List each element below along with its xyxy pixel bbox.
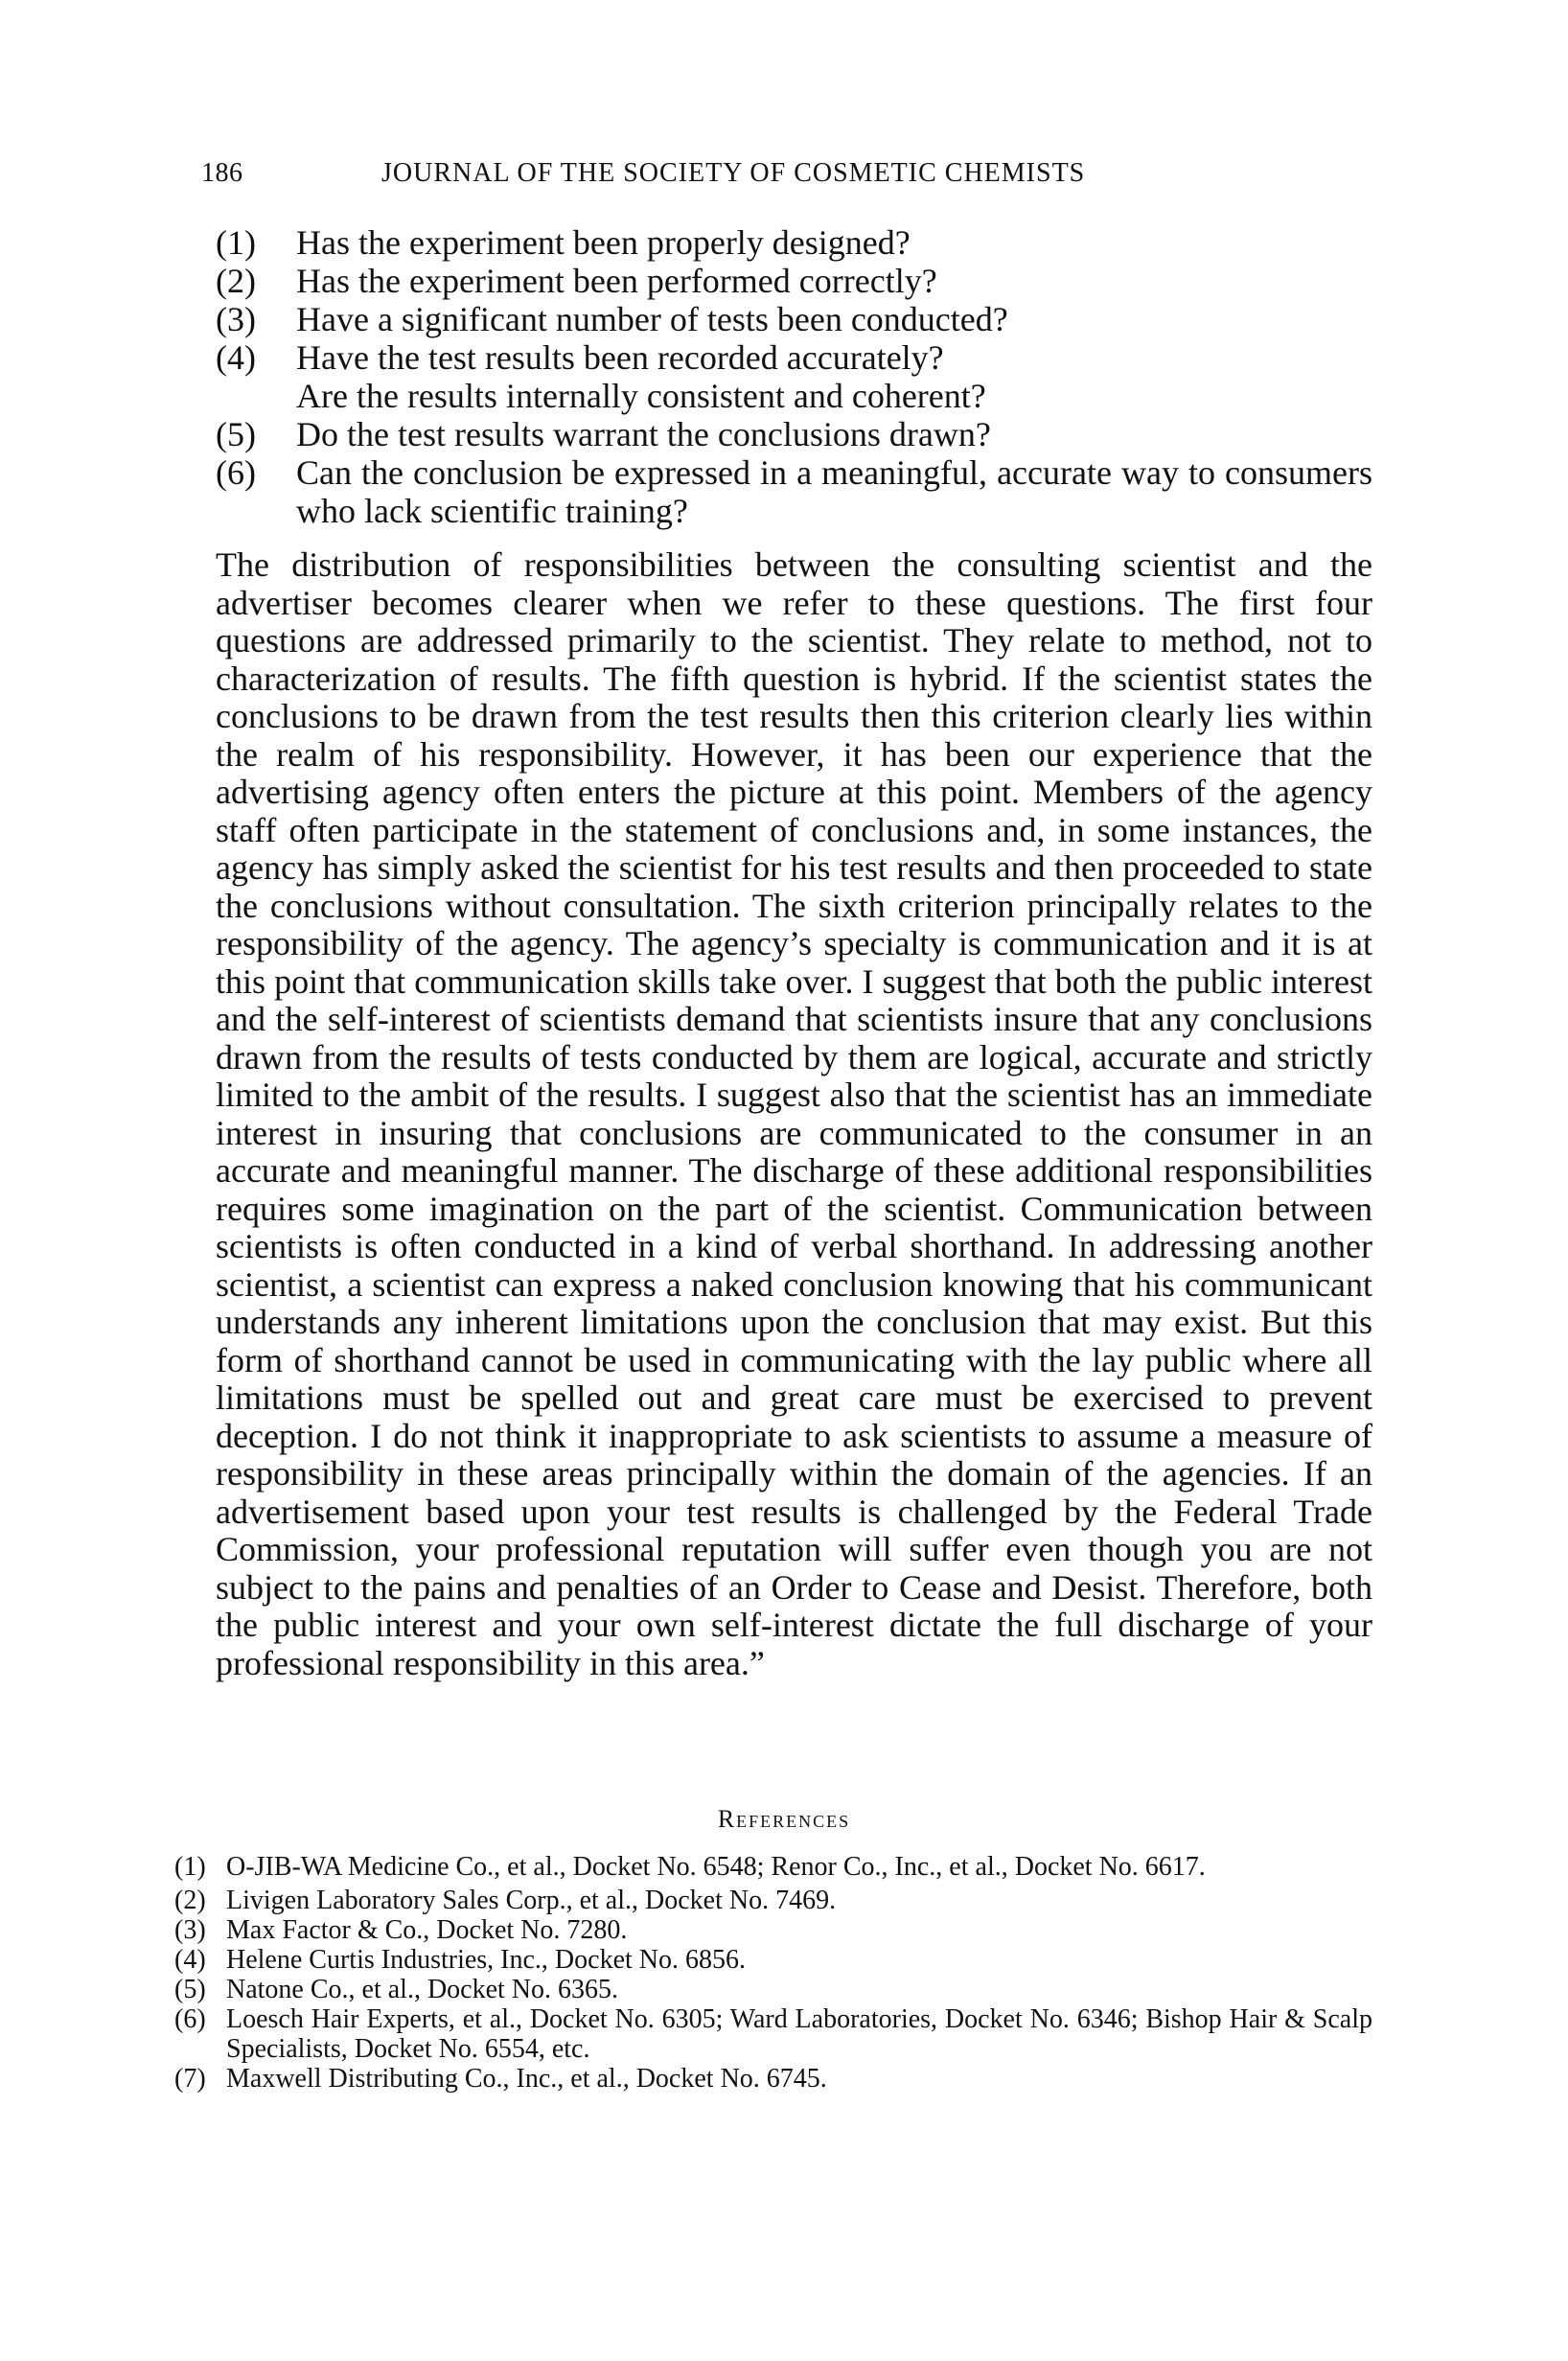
question-text: Do the test results warrant the conclusions drawn? — [296, 415, 991, 453]
reference-number: (5) — [174, 1975, 206, 2004]
reference-number: (1) — [174, 1852, 206, 1882]
body-paragraph: The distribution of responsibilities between the consulting scientist and the advertiser becomes clearer when we refer to these questions. The first four questions are addressed primarily to the scientist. They relate to method, not to characterization of results. The fifth question is hybrid. If the scientist states the conclusions to be drawn from the test results then this criterion clearly lies within the realm of his responsibility. However, it has been our experience that the advertising agency often enters the picture at this point. Members of the agency staff often participate in the statement of conclusions and, in some instances, the agency has simply asked the scientist for his test results and then proceeded to state the conclusions without consultation. The sixth criterion principally relates to the responsibility of the agency. The agency’s specialty is communication and it is at this point that communication skills take over. I suggest that both the public interest and the self-interest of scientists demand that scientists insure that any conclusions drawn from the results of tests conducted by them are logical, accurate and strictly limited to the ambit of the results. I suggest also that the scientist has an immediate interest in insuring that conclusions are communicated to the consumer in an accurate and meaningful manner. The discharge of these additional responsibilities requires some imagination on the part of the scientist. Communication between scientists is often conducted in a kind of verbal shorthand. In addressing another scientist, a scientist can express a naked conclusion knowing that his communicant understands any inherent limitations upon the conclusion that may exist. But this form of shorthand cannot be used in communicating with the lay public where all limitations must be spelled out and great care must be exercised to prevent deception. I do not think it inappropriate to ask scientists to assume a measure of responsibility in these areas principally within the domain of the agencies. If an advertisement based upon your test results is challenged by the Federal Trade Commission, your professional reputation will suffer even though you are not subject to the pains and penalties of an Order to Cease and Desist. Therefore, both the public interest and your own self-interest dictate the full discharge of your professional responsibility in this area.” — [216, 545, 1372, 1682]
references-heading: References — [717, 1805, 851, 1833]
reference-text: Helene Curtis Industries, Inc., Docket No. 6856. — [226, 1945, 746, 1975]
question-item — [216, 300, 1372, 338]
reference-number: (4) — [174, 1945, 206, 1975]
reference-number: (7) — [174, 2064, 206, 2094]
reference-item — [174, 2064, 1372, 2094]
reference-text: Max Factor & Co., Docket No. 7280. — [226, 1915, 628, 1945]
reference-number: (3) — [174, 1915, 206, 1945]
question-number: (3) — [216, 300, 256, 338]
reference-item — [174, 2004, 1372, 2064]
question-text: Have a significant number of tests been conducted? — [296, 300, 1008, 338]
reference-text: Natone Co., et al., Docket No. 6365. — [226, 1975, 619, 2004]
question-text: Can the conclusion be expressed in a meaningful, accurate way to consumers who lack scientific training? — [296, 453, 1372, 530]
references-list — [174, 1852, 1372, 2094]
journal-title: JOURNAL OF THE SOCIETY OF COSMETIC CHEMISTS — [381, 158, 1086, 188]
reference-item — [174, 1975, 1372, 2004]
questions-list — [216, 223, 1372, 530]
question-number: (4) — [216, 338, 256, 377]
page-number: 186 — [201, 158, 243, 188]
question-number — [216, 377, 296, 415]
question-text: Have the test results been recorded accurately? — [296, 338, 944, 377]
reference-text: Livigen Laboratory Sales Corp., et al., Docket No. 7469. — [226, 1886, 837, 1915]
question-item — [216, 377, 1372, 415]
question-text: Has the experiment been properly designed? — [296, 223, 911, 262]
question-text: Has the experiment been performed correctly? — [296, 262, 937, 300]
question-text: Are the results internally consistent and coherent? — [296, 377, 986, 415]
reference-item — [174, 1915, 1372, 1945]
reference-number: (2) — [174, 1886, 206, 1915]
reference-number: (6) — [174, 2004, 206, 2034]
running-header — [201, 158, 1372, 197]
question-number: (6) — [216, 453, 256, 492]
reference-item — [174, 1945, 1372, 1975]
question-item — [216, 453, 1372, 530]
question-item — [216, 338, 1372, 377]
question-item — [216, 223, 1372, 262]
question-item — [216, 415, 1372, 453]
question-item — [216, 262, 1372, 300]
question-number: (5) — [216, 415, 256, 453]
reference-text: Maxwell Distributing Co., Inc., et al., Docket No. 6745. — [226, 2064, 827, 2094]
reference-text: Loesch Hair Experts, et al., Docket No. 6305; Ward Laboratories, Docket No. 6346; Bishop Hair & Scalp Specialists, Docket No. 6554, etc. — [226, 2004, 1372, 2064]
reference-item — [174, 1852, 1372, 1882]
question-number: (1) — [216, 223, 256, 262]
reference-item — [174, 1886, 1372, 1915]
reference-text: O-JIB-WA Medicine Co., et al., Docket No. 6548; Renor Co., Inc., et al., Docket No. 6617. — [226, 1852, 1206, 1882]
question-number: (2) — [216, 262, 256, 300]
